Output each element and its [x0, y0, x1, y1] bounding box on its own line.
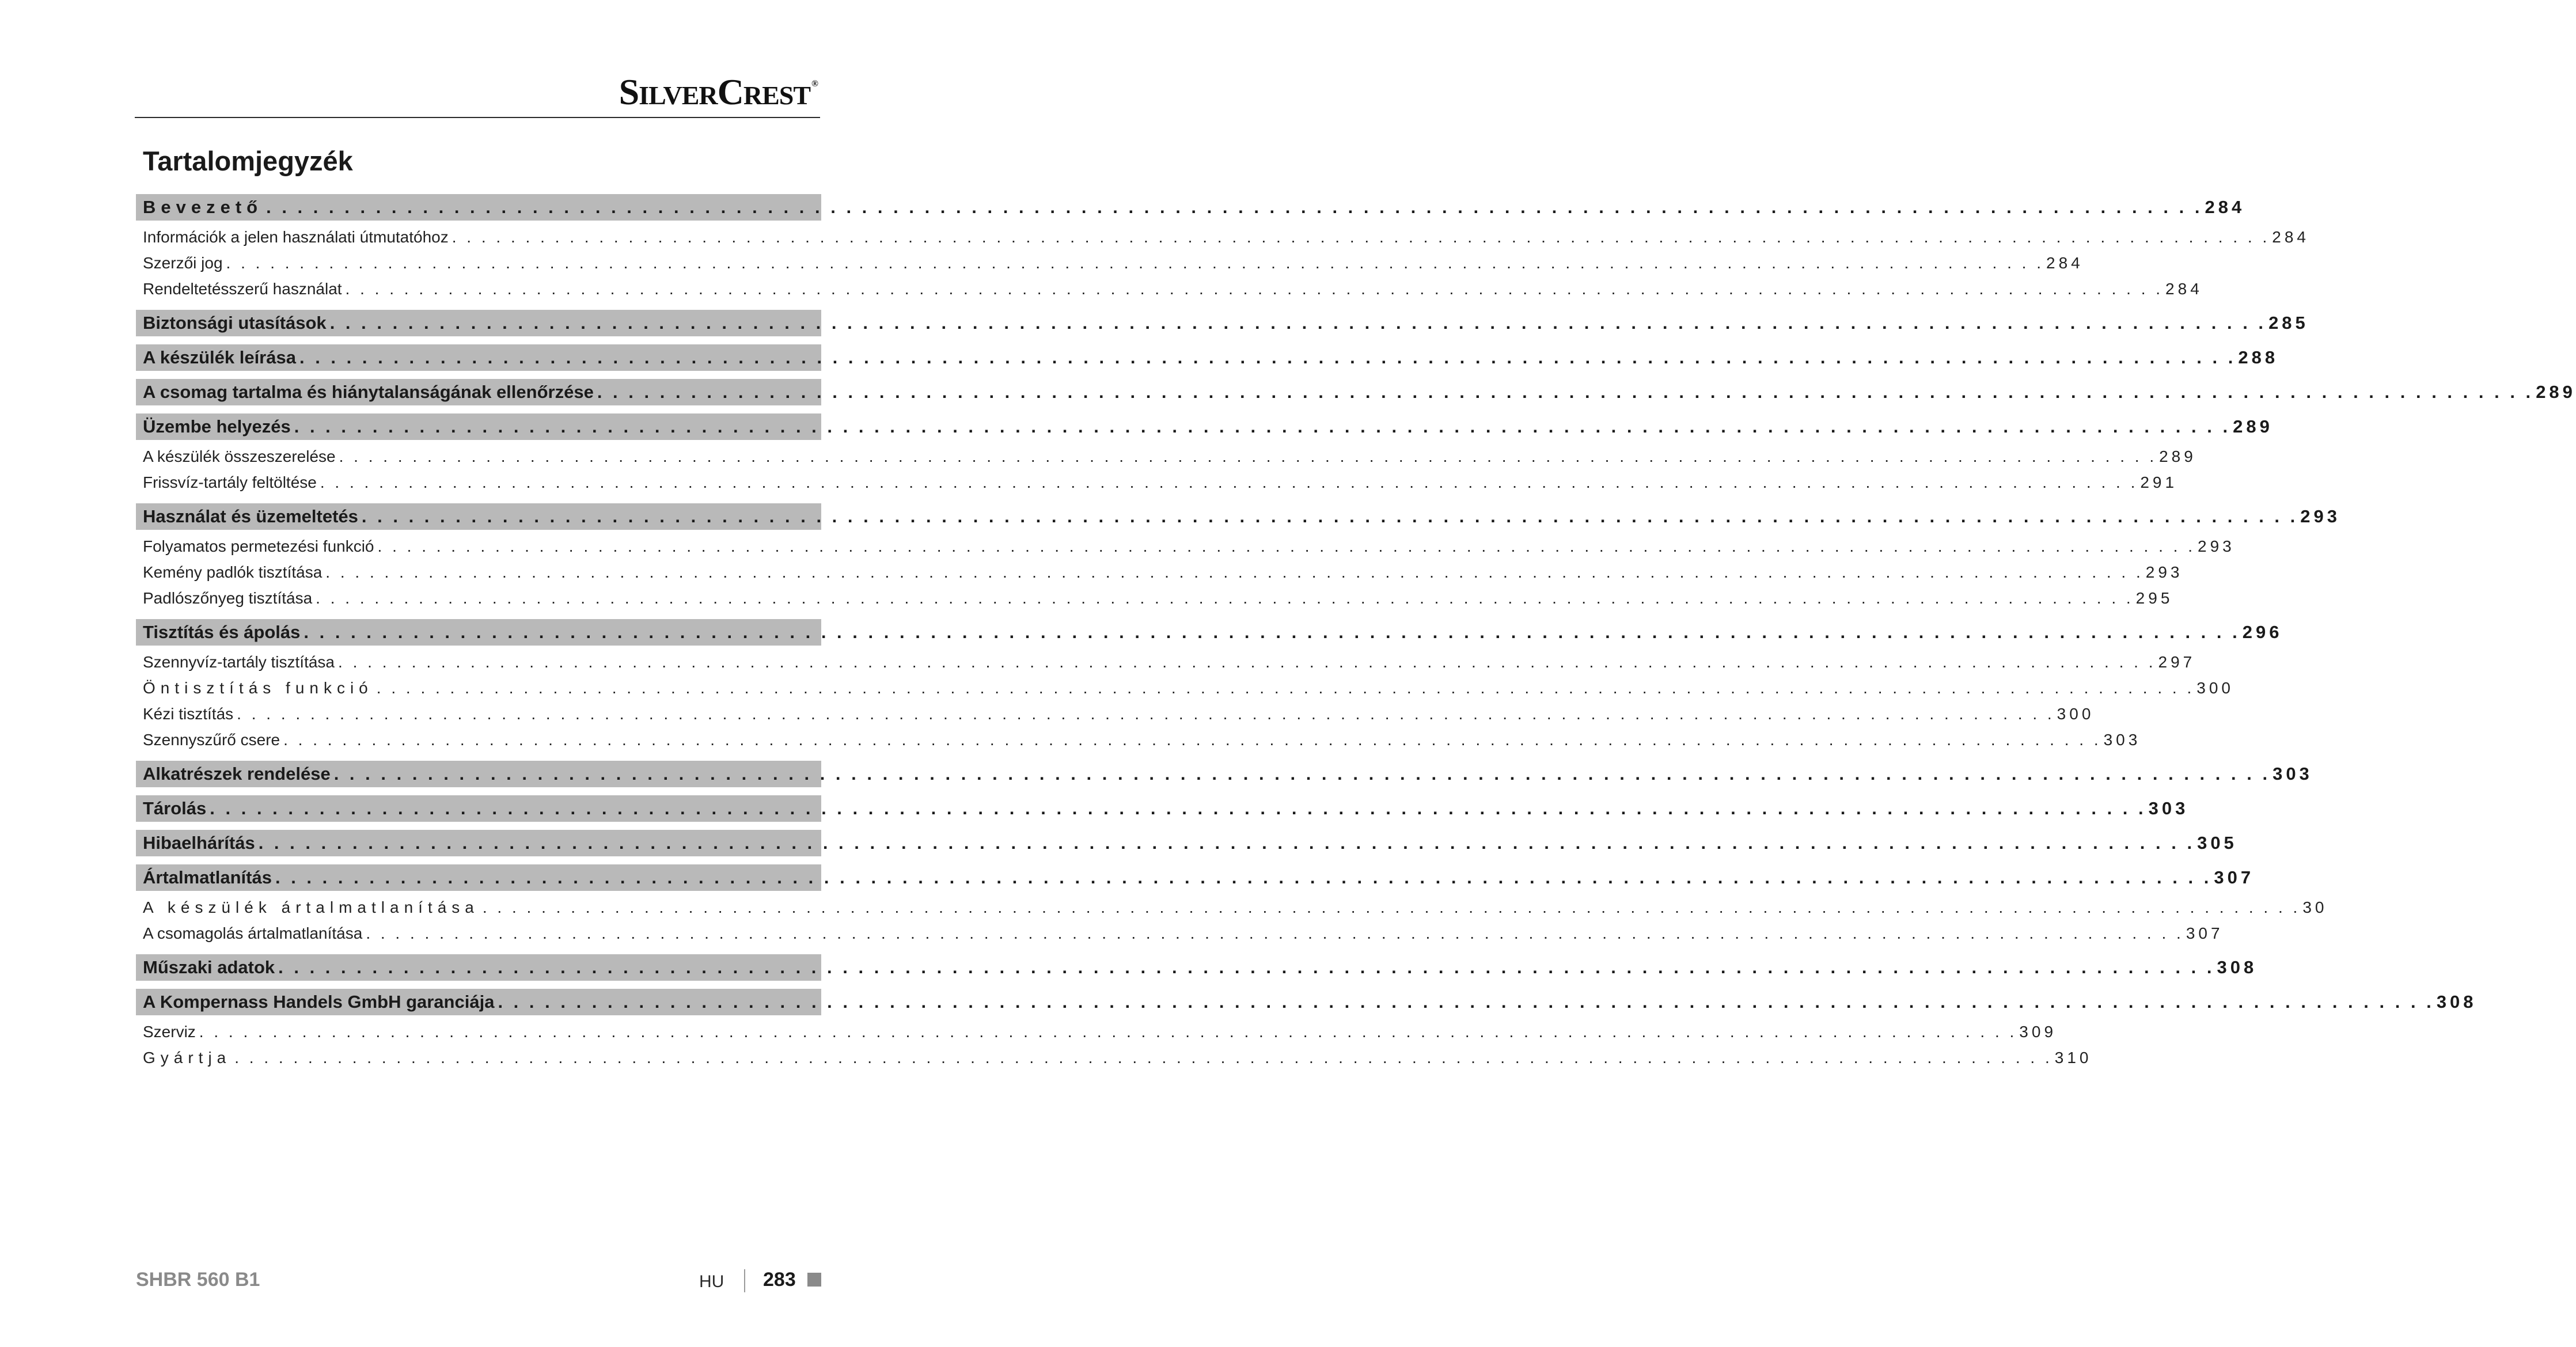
- toc-entry-page: 291: [2140, 473, 2178, 491]
- toc-section-szennyviz-tartaly[interactable]: [136, 649, 2196, 675]
- toc-chapter-artalmatlanitas[interactable]: [136, 864, 2255, 891]
- toc-dot-leader: . . . . . . . . . . . . . . . . . . . . . . . . . . . . . . . . . . . . . . . . . . . . . . . . . . . . . . . . . . . . . . . . . . . . . . . . . . . . . . . . . . . . . . . . . . . . . . . . . . . . . . . . . . . . . . . . . . . . . . . . . . . .: [237, 704, 2055, 723]
- footer-model-number: SHBR 560 B1: [136, 1269, 260, 1291]
- footer-separator: [744, 1269, 745, 1292]
- toc-entry-label: Kézi tisztítás: [143, 704, 234, 723]
- toc-chapter-alkatreszek[interactable]: [136, 761, 2313, 787]
- toc-entry-page: 308: [2436, 992, 2477, 1012]
- toc-entry-label: Szerzői jog: [143, 253, 223, 272]
- toc-section-gyartja[interactable]: [136, 1045, 2092, 1071]
- toc-dot-leader: . . . . . . . . . . . . . . . . . . . . . . . . . . . . . . . . . . . . . . . . . . . . . . . . . . . . . . . . . . . . . . . . . . . . . . . . . . . . . . . . . . . . . . . . . . . . . . . . . . . . . . . . . . . . . . . . . . . . . . . . . . . .: [333, 764, 2271, 784]
- toc-section-rendeltetesszeru[interactable]: [136, 276, 2203, 302]
- toc-dot-leader: . . . . . . . . . . . . . . . . . . . . . . . . . . . . . . . . . . . . . . . . . . . . . . . . . . . . . . . . . . . . . . . . . . . . . . . . . . . . . . . . . . . . . . . . . . . . . . . . . . . . . . . . . . . . . . . . . . . . . . . . . . . .: [316, 589, 2134, 607]
- toc-entry-label: A Kompernass Handels GmbH garanciája: [143, 992, 495, 1012]
- toc-title: Tartalomjegyzék: [143, 146, 353, 176]
- toc-entry-label: Tisztítás és ápolás: [143, 622, 301, 642]
- toc-entry-label: Frissvíz-tartály feltöltése: [143, 473, 317, 491]
- toc-chapter-muszaki-adatok[interactable]: [136, 954, 2258, 981]
- toc-chapter-uzembe-helyezes[interactable]: [136, 413, 2273, 440]
- toc-entry-page: 305: [2197, 833, 2237, 853]
- toc-dot-leader: . . . . . . . . . . . . . . . . . . . . . . . . . . . . . . . . . . . . . . . . . . . . . . . . . . . . . . . . . . . . . . . . . . . . . . . . . . . . . . . . . . . . . . . . . . . . . . . . . . . . . . . . . . . . . . . . . . . . . . . . . . . .: [299, 347, 2236, 367]
- toc-entry-page: 284: [2205, 197, 2245, 217]
- toc-entry-page: 296: [2242, 622, 2283, 642]
- toc-section-szerzoi-jog[interactable]: [136, 250, 2084, 276]
- toc-entry-label: Szennyvíz-tartály tisztítása: [143, 652, 335, 671]
- toc-section-keszulek-artalmatlanitasa[interactable]: [136, 894, 2328, 920]
- toc-entry-page: 295: [2135, 589, 2173, 607]
- toc-entry-page: 284: [2046, 253, 2084, 272]
- toc-dot-leader: . . . . . . . . . . . . . . . . . . . . . . . . . . . . . . . . . . . . . . . . . . . . . . . . . . . . . . . . . . . . . . . . . . . . . . . . . . . . . . . . . . . . . . . . . . . . . . . . . . . . . . . . . . . . . . . . . . . . . . . . . . . .: [377, 537, 2196, 555]
- toc-entry-page: 300: [2196, 678, 2234, 697]
- toc-dot-leader: . . . . . . . . . . . . . . . . . . . . . . . . . . . . . . . . . . . . . . . . . . . . . . . . . . . . . . . . . . . . . . . . . . . . . . . . . . . . . . . . . . . . . . . . . . . . . . . . . . . . . . . . . . . . . . . . . . . . . . . . . . . .: [452, 227, 2270, 246]
- toc-entry-page: 293: [2198, 537, 2235, 555]
- toc-section-informaciok[interactable]: [136, 224, 2309, 250]
- toc-entry-page: 293: [2300, 506, 2341, 526]
- toc-entry-label: Szennyszűrő csere: [143, 730, 280, 749]
- toc-entry-page: 284: [2272, 227, 2309, 246]
- toc-section-kemeny-padlok[interactable]: [136, 559, 2183, 585]
- toc-chapter-biztonsagi[interactable]: [136, 310, 2309, 336]
- toc-entry-page: 303: [2148, 798, 2189, 818]
- toc-dot-leader: . . . . . . . . . . . . . . . . . . . . . . . . . . . . . . . . . . . . . . . . . . . . . . . . . . . . . . . . . . . . . . . . . . . . . . . . . . . . . . . . . . . . . . . . . . . . . . . . . . . . . . . . . . . . . . . . . . . . . . . . . . . .: [210, 798, 2146, 818]
- footer-square-marker: [807, 1273, 821, 1287]
- toc-section-padloszonyeg[interactable]: [136, 585, 2173, 611]
- toc-dot-leader: . . . . . . . . . . . . . . . . . . . . . . . . . . . . . . . . . . . . . . . . . . . . . . . . . . . . . . . . . . . . . . . . . . . . . . . . . . . . . . . . . . . . . . . . . . . . . . . . . . . . . . . . . . . . . . . . . . . . . . . . . . . .: [597, 382, 2534, 402]
- toc-entry-label: Biztonsági utasítások: [143, 313, 327, 333]
- toc-section-ontisztitas[interactable]: [136, 675, 2234, 701]
- toc-section-kezi-tisztitas[interactable]: [136, 701, 2095, 727]
- toc-dot-leader: . . . . . . . . . . . . . . . . . . . . . . . . . . . . . . . . . . . . . . . . . . . . . . . . . . . . . . . . . . . . . . . . . . . . . . . . . . . . . . . . . . . . . . . . . . . . . . . . . . . . . . . . . . . . . . . . . . . . . . . . . . . .: [345, 279, 2164, 298]
- toc-entry-page: 310: [2054, 1048, 2092, 1067]
- toc-entry-page: 307: [2186, 924, 2224, 942]
- toc-section-szennyszuro[interactable]: [136, 727, 2141, 753]
- toc-entry-label: Üzembe helyezés: [143, 416, 291, 437]
- toc-entry-page: 303: [2273, 764, 2313, 784]
- toc-entry-label: A készülék összeszerelése: [143, 447, 336, 465]
- toc-entry-page: 308: [2217, 957, 2258, 977]
- toc-dot-leader: . . . . . . . . . . . . . . . . . . . . . . . . . . . . . . . . . . . . . . . . . . . . . . . . . . . . . . . . . . . . . . . . . . . . . . . . . . . . . . . . . . . . . . . . . . . . . . . . . . . . . . . . . . . . . . . . . . . . . . . . . . . .: [498, 992, 2434, 1012]
- toc-entry-label: Ártalmatlanítás: [143, 867, 272, 887]
- toc-dot-leader: . . . . . . . . . . . . . . . . . . . . . . . . . . . . . . . . . . . . . . . . . . . . . . . . . . . . . . . . . . . . . . . . . . . . . . . . . . . . . . . . . . . . . . . . . . . . . . . . . . . . . . . . . . . . . . . . . . . . . . . . . . . .: [329, 313, 2267, 333]
- toc-entry-page: 289: [2233, 416, 2273, 437]
- toc-section-frissviz[interactable]: [136, 469, 2178, 495]
- toc-entry-page: 307: [2214, 867, 2255, 887]
- toc-chapter-hibaelharitas[interactable]: [136, 830, 2237, 856]
- toc-chapter-hasznalat[interactable]: [136, 503, 2341, 530]
- toc-entry-label: Használat és üzemeltetés: [143, 506, 358, 526]
- toc-chapter-tisztitas-apolas[interactable]: [136, 619, 2283, 646]
- toc-dot-leader: . . . . . . . . . . . . . . . . . . . . . . . . . . . . . . . . . . . . . . . . . . . . . . . . . . . . . . . . . . . . . . . . . . . . . . . . . . . . . . . . . . . . . . . . . . . . . . . . . . . . . . . . . . . . . . . . . . . . . . . . . . . .: [325, 563, 2143, 581]
- toc-dot-leader: . . . . . . . . . . . . . . . . . . . . . . . . . . . . . . . . . . . . . . . . . . . . . . . . . . . . . . . . . . . . . . . . . . . . . . . . . . . . . . . . . . . . . . . . . . . . . . . . . . . . . . . . . . . . . . . . . . . . . . . . . . . .: [234, 1048, 2053, 1067]
- toc-section-csomagolas-artalmatlanitasa[interactable]: [136, 920, 2224, 946]
- toc-section-szerviz[interactable]: [136, 1019, 2057, 1045]
- toc-entry-label: Öntisztítás funkció: [143, 678, 373, 697]
- toc-entry-label: Alkatrészek rendelése: [143, 764, 331, 784]
- toc-entry-label: Szerviz: [143, 1022, 196, 1041]
- toc-entry-label: Rendeltetésszerű használat: [143, 279, 342, 298]
- toc-entry-label: Tárolás: [143, 798, 207, 818]
- toc-entry-label: Műszaki adatok: [143, 957, 275, 977]
- toc-dot-leader: . . . . . . . . . . . . . . . . . . . . . . . . . . . . . . . . . . . . . . . . . . . . . . . . . . . . . . . . . . . . . . . . . . . . . . . . . . . . . . . . . . . . . . . . . . . . . . . . . . . . . . . . . . . . . . . . . . . . . . . . . . . .: [294, 416, 2231, 437]
- toc-dot-leader: . . . . . . . . . . . . . . . . . . . . . . . . . . . . . . . . . . . . . . . . . . . . . . . . . . . . . . . . . . . . . . . . . . . . . . . . . . . . . . . . . . . . . . . . . . . . . . . . . . . . . . . . . . . . . . . . . . . . . . . . . . . .: [226, 253, 2044, 272]
- toc-entry-page: 309: [2019, 1022, 2057, 1041]
- toc-entry-label: A készülék leírása: [143, 347, 296, 367]
- toc-entry-label: A csomagolás ártalmatlanítása: [143, 924, 363, 942]
- toc-entry-label: Gyártja: [143, 1048, 232, 1067]
- toc-dot-leader: . . . . . . . . . . . . . . . . . . . . . . . . . . . . . . . . . . . . . . . . . . . . . . . . . . . . . . . . . . . . . . . . . . . . . . . . . . . . . . . . . . . . . . . . . . . . . . . . . . . . . . . . . . . . . . . . . . . . . . . . . . . .: [361, 506, 2298, 526]
- toc-section-osszeszerelese[interactable]: [136, 443, 2196, 469]
- footer-language: HU: [699, 1272, 724, 1291]
- toc-dot-leader: . . . . . . . . . . . . . . . . . . . . . . . . . . . . . . . . . . . . . . . . . . . . . . . . . . . . . . . . . . . . . . . . . . . . . . . . . . . . . . . . . . . . . . . . . . . . . . . . . . . . . . . . . . . . . . . . . . . . . . . . . . . .: [339, 447, 2157, 465]
- table-of-contents: [136, 194, 2576, 1071]
- toc-dot-leader: . . . . . . . . . . . . . . . . . . . . . . . . . . . . . . . . . . . . . . . . . . . . . . . . . . . . . . . . . . . . . . . . . . . . . . . . . . . . . . . . . . . . . . . . . . . . . . . . . . . . . . . . . . . . . . . . . . . . . . . . . . . .: [283, 730, 2101, 749]
- toc-entry-label: Kemény padlók tisztítása: [143, 563, 323, 581]
- toc-chapter-keszulek-leirasa[interactable]: [136, 344, 2279, 371]
- toc-entry-page: 284: [2165, 279, 2203, 298]
- toc-entry-page: 30: [2302, 898, 2328, 916]
- toc-entry-page: 303: [2103, 730, 2141, 749]
- toc-dot-leader: . . . . . . . . . . . . . . . . . . . . . . . . . . . . . . . . . . . . . . . . . . . . . . . . . . . . . . . . . . . . . . . . . . . . . . . . . . . . . . . . . . . . . . . . . . . . . . . . . . . . . . . . . . . . . . . . . . . . . . . . . . . .: [199, 1022, 2017, 1041]
- toc-dot-leader: . . . . . . . . . . . . . . . . . . . . . . . . . . . . . . . . . . . . . . . . . . . . . . . . . . . . . . . . . . . . . . . . . . . . . . . . . . . . . . . . . . . . . . . . . . . . . . . . . . . . . . . . . . . . . . . . . . . . . . . . . . . .: [258, 833, 2195, 853]
- toc-entry-page: 297: [2158, 652, 2196, 671]
- toc-dot-leader: . . . . . . . . . . . . . . . . . . . . . . . . . . . . . . . . . . . . . . . . . . . . . . . . . . . . . . . . . . . . . . . . . . . . . . . . . . . . . . . . . . . . . . . . . . . . . . . . . . . . . . . . . . . . . . . . . . . . . . . . . . . .: [275, 867, 2212, 887]
- header-divider: [135, 117, 820, 118]
- toc-dot-leader: . . . . . . . . . . . . . . . . . . . . . . . . . . . . . . . . . . . . . . . . . . . . . . . . . . . . . . . . . . . . . . . . . . . . . . . . . . . . . . . . . . . . . . . . . . . . . . . . . . . . . . . . . . . . . . . . . . . . . . . . . . . .: [482, 898, 2301, 916]
- toc-entry-label: A készülék ártalmatlanítása: [143, 898, 479, 916]
- toc-dot-leader: . . . . . . . . . . . . . . . . . . . . . . . . . . . . . . . . . . . . . . . . . . . . . . . . . . . . . . . . . . . . . . . . . . . . . . . . . . . . . . . . . . . . . . . . . . . . . . . . . . . . . . . . . . . . . . . . . . . . . . . . . . . .: [366, 924, 2184, 942]
- toc-dot-leader: . . . . . . . . . . . . . . . . . . . . . . . . . . . . . . . . . . . . . . . . . . . . . . . . . . . . . . . . . . . . . . . . . . . . . . . . . . . . . . . . . . . . . . . . . . . . . . . . . . . . . . . . . . . . . . . . . . . . . . . . . . . .: [376, 678, 2195, 697]
- toc-chapter-bevezeto[interactable]: [136, 194, 2245, 221]
- footer-page-number: 283: [763, 1269, 796, 1291]
- toc-dot-leader: . . . . . . . . . . . . . . . . . . . . . . . . . . . . . . . . . . . . . . . . . . . . . . . . . . . . . . . . . . . . . . . . . . . . . . . . . . . . . . . . . . . . . . . . . . . . . . . . . . . . . . . . . . . . . . . . . . . . . . . . . . . .: [266, 197, 2203, 217]
- toc-entry-page: 300: [2057, 704, 2095, 723]
- toc-entry-label: Hibaelhárítás: [143, 833, 255, 853]
- toc-entry-label: Folyamatos permetezési funkció: [143, 537, 374, 555]
- toc-entry-page: 289: [2159, 447, 2196, 465]
- brand-logo: SILVERCREST ®: [619, 71, 818, 112]
- toc-dot-leader: . . . . . . . . . . . . . . . . . . . . . . . . . . . . . . . . . . . . . . . . . . . . . . . . . . . . . . . . . . . . . . . . . . . . . . . . . . . . . . . . . . . . . . . . . . . . . . . . . . . . . . . . . . . . . . . . . . . . . . . . . . . .: [338, 652, 2156, 671]
- toc-entry-label: Információk a jelen használati útmutatóhoz: [143, 227, 449, 246]
- toc-dot-leader: . . . . . . . . . . . . . . . . . . . . . . . . . . . . . . . . . . . . . . . . . . . . . . . . . . . . . . . . . . . . . . . . . . . . . . . . . . . . . . . . . . . . . . . . . . . . . . . . . . . . . . . . . . . . . . . . . . . . . . . . . . . .: [303, 622, 2240, 642]
- toc-dot-leader: . . . . . . . . . . . . . . . . . . . . . . . . . . . . . . . . . . . . . . . . . . . . . . . . . . . . . . . . . . . . . . . . . . . . . . . . . . . . . . . . . . . . . . . . . . . . . . . . . . . . . . . . . . . . . . . . . . . . . . . . . . . .: [278, 957, 2215, 977]
- toc-entry-label: Bevezető: [143, 197, 263, 217]
- toc-entry-page: 293: [2145, 563, 2183, 581]
- toc-entry-page: 288: [2238, 347, 2279, 367]
- toc-entry-page: 289: [2536, 382, 2576, 402]
- toc-section-permetezesi[interactable]: [136, 533, 2235, 559]
- toc-chapter-tarolas[interactable]: [136, 795, 2189, 822]
- toc-chapter-csomag-tartalma[interactable]: [136, 379, 2576, 405]
- toc-chapter-garancia[interactable]: [136, 989, 2477, 1015]
- toc-entry-label: A csomag tartalma és hiánytalanságának ellenőrzése: [143, 382, 594, 402]
- toc-dot-leader: . . . . . . . . . . . . . . . . . . . . . . . . . . . . . . . . . . . . . . . . . . . . . . . . . . . . . . . . . . . . . . . . . . . . . . . . . . . . . . . . . . . . . . . . . . . . . . . . . . . . . . . . . . . . . . . . . . . . . . . . . . . .: [320, 473, 2138, 491]
- toc-entry-label: Padlószőnyeg tisztítása: [143, 589, 313, 607]
- toc-entry-page: 285: [2268, 313, 2309, 333]
